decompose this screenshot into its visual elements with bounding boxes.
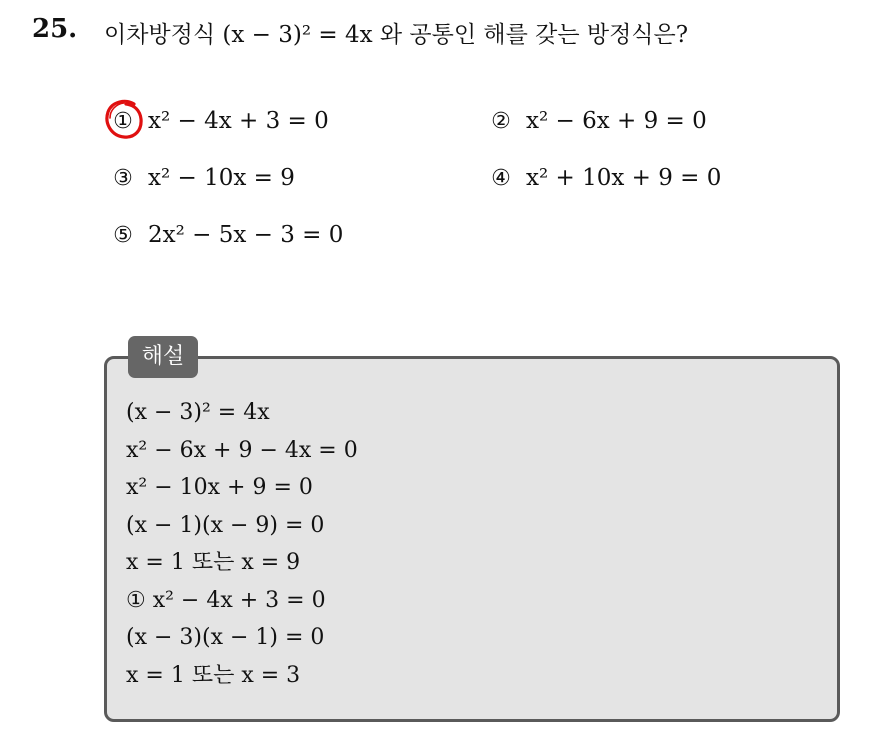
choice-4-marker: ④: [491, 165, 511, 191]
choice-1[interactable]: [110, 108, 329, 134]
question-text: 이차방정식 (x − 3)² = 4x 와 공통인 해를 갖는 방정식은?: [104, 22, 689, 48]
explanation-step-8: x = 1 또는 x = 3: [126, 662, 301, 688]
explanation-step-3: x² − 10x + 9 = 0: [126, 475, 313, 500]
choice-3[interactable]: [110, 165, 295, 191]
choice-3-marker: ③: [113, 165, 133, 191]
choice-5-equation: 2x² − 5x − 3 = 0: [148, 222, 344, 248]
choice-3-equation: x² − 10x = 9: [148, 165, 295, 191]
explanation-step-1: (x − 3)² = 4x: [126, 400, 270, 425]
choice-2[interactable]: [488, 108, 707, 134]
explanation-step-7: (x − 3)(x − 1) = 0: [126, 625, 325, 650]
explanation-step-4: (x − 1)(x − 9) = 0: [126, 512, 325, 538]
choice-4[interactable]: [488, 165, 721, 191]
explanation-step-5: x = 1 또는 x = 9: [126, 550, 301, 575]
question-number: 25.: [32, 14, 78, 44]
choice-2-equation: x² − 6x + 9 = 0: [526, 108, 707, 134]
explanation-steps: [126, 394, 358, 694]
explanation-step-2: x² − 6x + 9 − 4x = 0: [126, 437, 358, 463]
choice-4-equation: x² + 10x + 9 = 0: [526, 165, 722, 191]
choice-2-marker: ②: [491, 108, 511, 134]
choice-1-equation: x² − 4x + 3 = 0: [148, 108, 329, 134]
explanation-step-6: ① x² − 4x + 3 = 0: [126, 587, 326, 613]
choice-5-marker: ⑤: [113, 222, 133, 248]
explanation-label: 해설: [128, 336, 198, 378]
choice-1-marker: ①: [113, 108, 133, 134]
choice-5[interactable]: [110, 222, 343, 248]
